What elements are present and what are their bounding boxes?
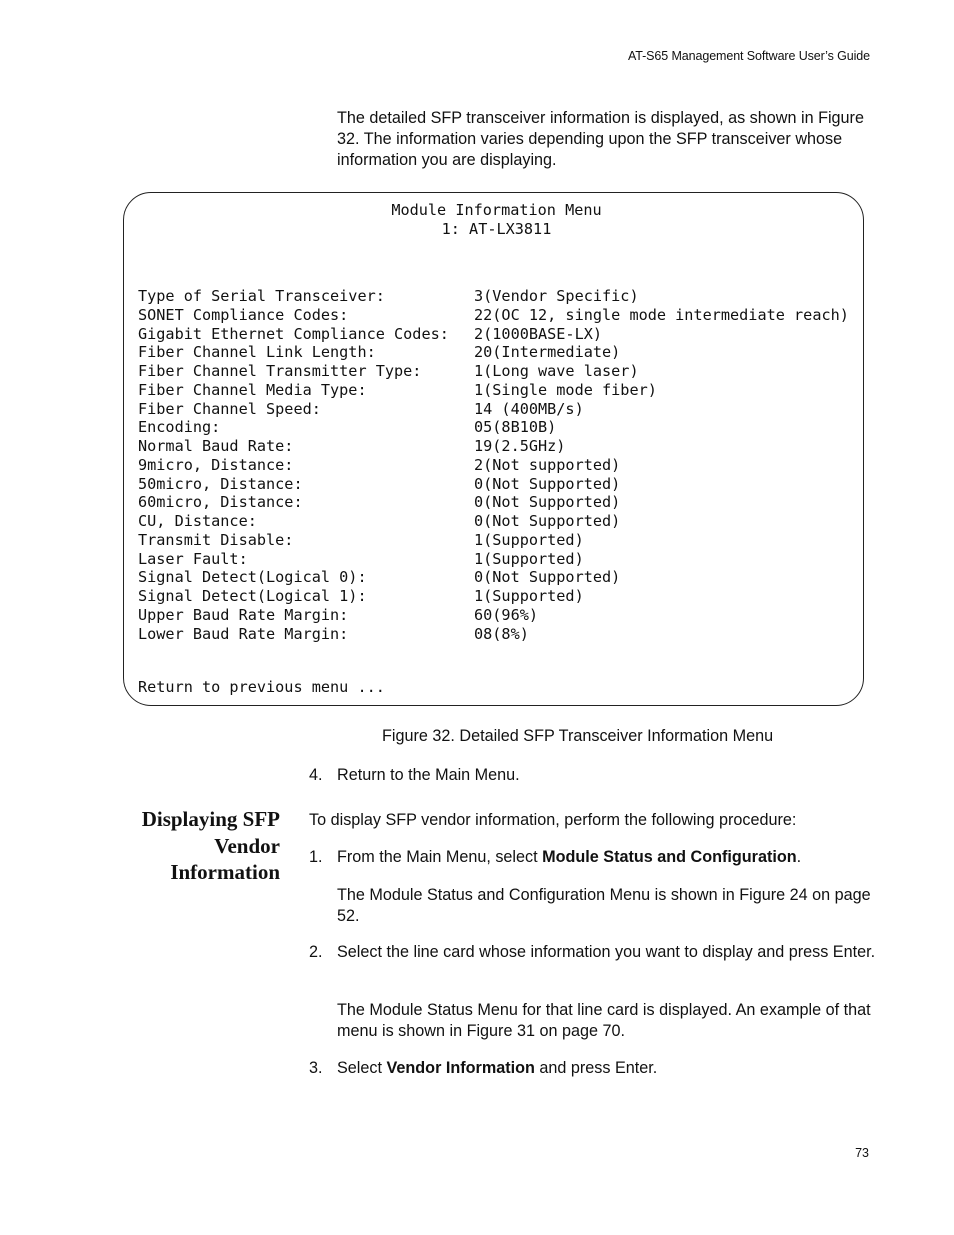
info-label: Fiber Channel Transmitter Type: bbox=[138, 362, 422, 380]
info-value: 0(Not Supported) bbox=[474, 493, 621, 512]
menu-option-name: Module Status and Configuration bbox=[542, 848, 797, 866]
info-label: SONET Compliance Codes: bbox=[138, 305, 349, 324]
info-label: Signal Detect(Logical 0): bbox=[138, 568, 367, 587]
figure-caption: Figure 32. Detailed SFP Transceiver Information Menu bbox=[382, 727, 774, 745]
info-value: 08(8%) bbox=[474, 624, 529, 643]
info-value: 1(Long wave laser) bbox=[474, 362, 639, 380]
info-label: Fiber Channel Media Type: bbox=[138, 380, 367, 399]
page-number: 73 bbox=[855, 1146, 869, 1160]
section-heading-line: Displaying SFP bbox=[141, 807, 280, 831]
info-value: 60(96%) bbox=[474, 605, 539, 624]
info-label: Laser Fault: bbox=[138, 549, 248, 568]
info-label: Fiber Channel Link Length: bbox=[138, 343, 376, 362]
info-value: 2(Not supported) bbox=[474, 455, 621, 474]
info-value: 3(Vendor Specific) bbox=[474, 287, 639, 305]
info-value: 2(1000BASE-LX) bbox=[474, 324, 603, 343]
section-heading-line: Vendor bbox=[214, 833, 280, 858]
info-label: Lower Baud Rate Margin: bbox=[138, 624, 349, 643]
menu-title: Module Information Menu bbox=[391, 201, 602, 219]
info-value: 1(Supported) bbox=[474, 530, 584, 549]
section-heading bbox=[142, 806, 280, 886]
info-value: 22(OC 12, single mode intermediate reach) bbox=[474, 305, 849, 324]
return-menu-option: Return to previous menu ... bbox=[138, 678, 385, 696]
section-intro-text: To display SFP vendor information, perform the following procedure: bbox=[309, 811, 797, 829]
step-text: Select the line card whose information you want to display and press Enter. bbox=[337, 943, 876, 961]
step-text: Return to the Main Menu. bbox=[337, 766, 520, 784]
info-label: CU, Distance: bbox=[138, 512, 257, 530]
step-number: 4. bbox=[309, 766, 323, 784]
step-2-note: The Module Status Menu for that line card is displayed. An example of that menu is shown in Figure 31 on page 70. bbox=[337, 1001, 871, 1040]
step-1-note: The Module Status and Configuration Menu is shown in Figure 24 on page 52. bbox=[337, 886, 871, 925]
menu-option-name: Vendor Information bbox=[386, 1059, 535, 1077]
step-text-part: and press Enter. bbox=[534, 1059, 658, 1077]
info-label: Upper Baud Rate Margin: bbox=[138, 605, 349, 624]
step-text-part: From the Main Menu, select bbox=[337, 848, 543, 866]
menu-subtitle: 1: AT-LX3811 bbox=[441, 220, 552, 238]
info-value: 0(Not Supported) bbox=[474, 512, 621, 530]
section-heading-line: Information bbox=[170, 860, 280, 884]
info-value: 1(Supported) bbox=[474, 549, 584, 568]
info-value: 1(Supported) bbox=[474, 587, 584, 605]
intro-paragraph: The detailed SFP transceiver information is displayed, as shown in Figure 32. The information varies depending upon the SFP transceiver whose information you are displaying. bbox=[337, 109, 864, 169]
info-value: 0(Not Supported) bbox=[474, 474, 621, 493]
info-value: 14 (400MB/s) bbox=[474, 399, 584, 418]
step-text bbox=[337, 847, 877, 868]
info-value: 05(8B10B) bbox=[474, 418, 557, 437]
info-value: 19(2.5GHz) bbox=[474, 437, 566, 455]
step-text-part: . bbox=[796, 848, 802, 866]
terminal-screen bbox=[123, 192, 864, 706]
step-text-part: Select bbox=[337, 1059, 387, 1077]
info-label: Gigabit Ethernet Compliance Codes: bbox=[138, 324, 449, 343]
step-number: 3. bbox=[309, 1059, 323, 1077]
info-label: Type of Serial Transceiver: bbox=[138, 287, 385, 305]
step-number: 2. bbox=[309, 943, 323, 961]
info-label: Encoding: bbox=[138, 418, 221, 437]
step-number: 1. bbox=[309, 848, 323, 866]
info-label: Normal Baud Rate: bbox=[138, 437, 294, 455]
info-label: Transmit Disable: bbox=[138, 530, 294, 549]
running-header: AT-S65 Management Software User’s Guide bbox=[627, 49, 870, 63]
info-label: 9micro, Distance: bbox=[138, 455, 294, 474]
info-label: Signal Detect(Logical 1): bbox=[138, 587, 367, 605]
info-value: 0(Not Supported) bbox=[474, 568, 621, 587]
info-label: Fiber Channel Speed: bbox=[138, 399, 321, 418]
info-label: 50micro, Distance: bbox=[138, 474, 303, 493]
info-value: 1(Single mode fiber) bbox=[474, 380, 657, 399]
step-text bbox=[337, 1058, 877, 1079]
info-label: 60micro, Distance: bbox=[138, 493, 303, 512]
info-value: 20(Intermediate) bbox=[474, 343, 621, 362]
